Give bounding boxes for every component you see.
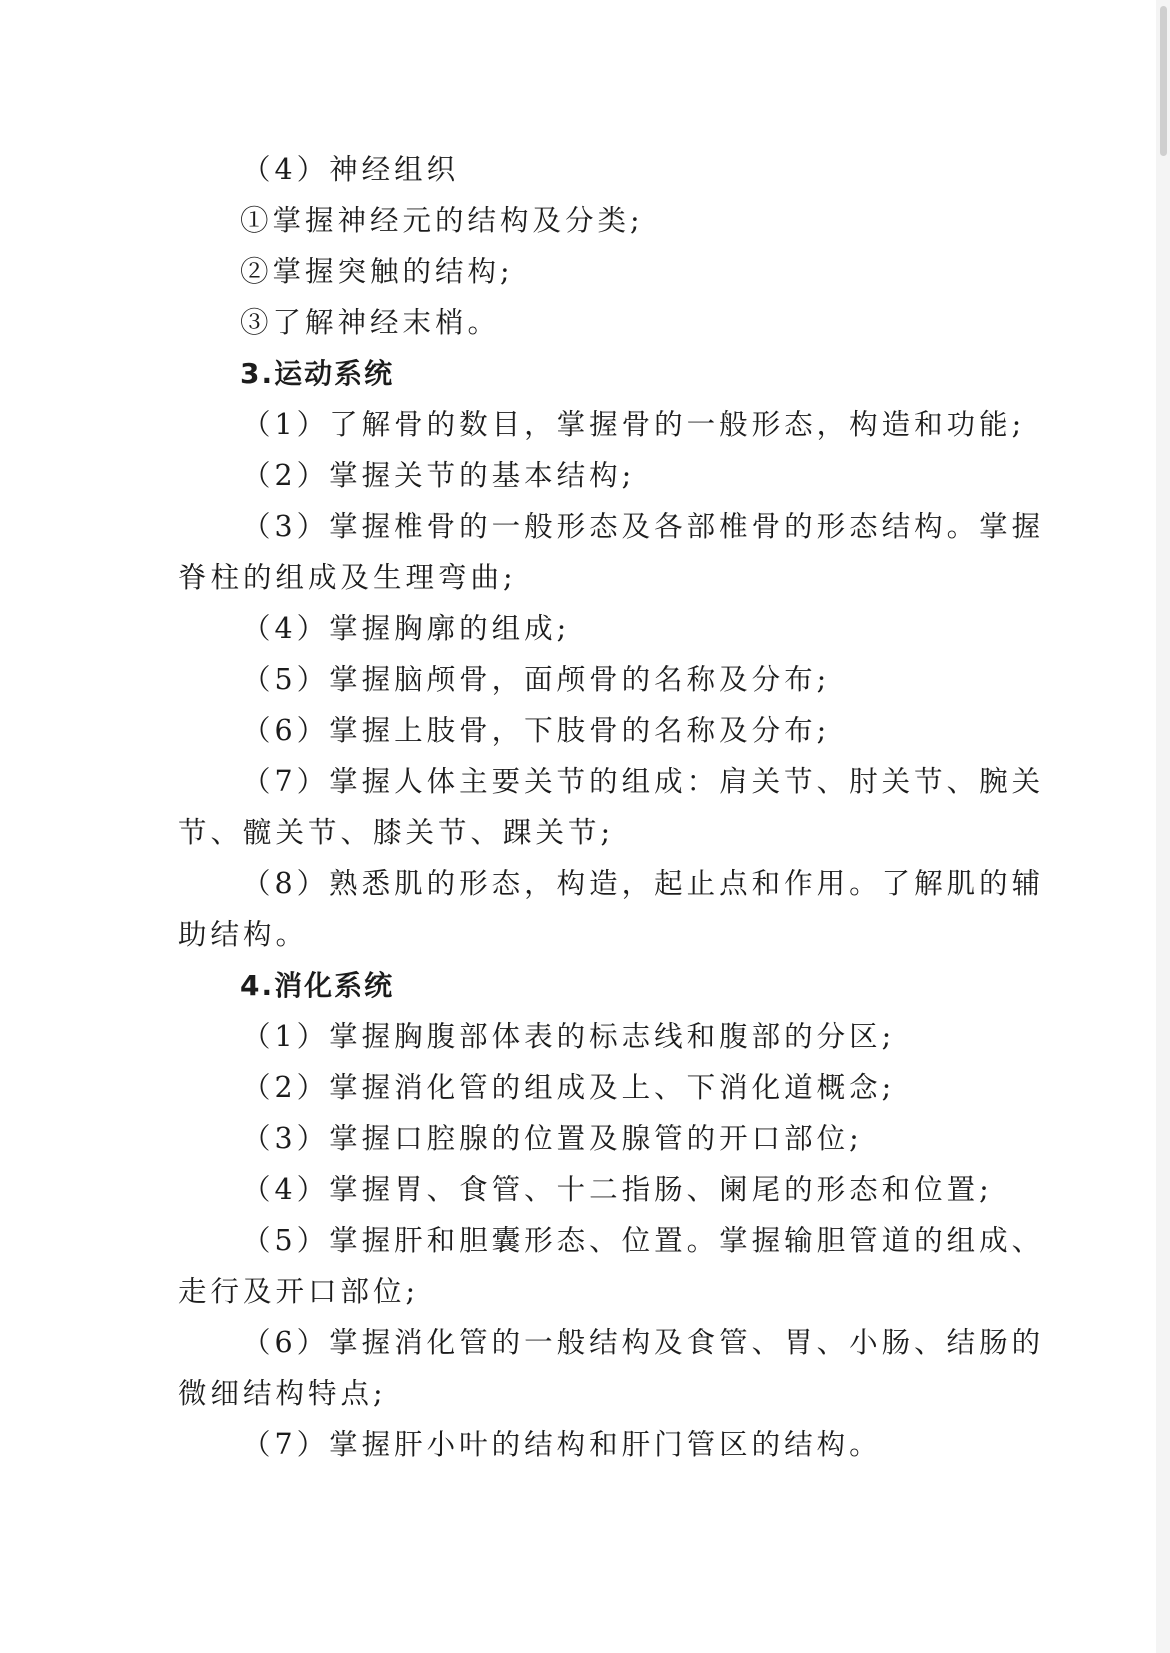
- section-heading-motor-system: 3.运动系统: [240, 357, 395, 390]
- vertical-scrollbar[interactable]: [1156, 0, 1170, 1653]
- list-item: （4）掌握胃、食管、十二指肠、阑尾的形态和位置;: [242, 1173, 993, 1206]
- list-item: ①掌握神经元的结构及分类;: [240, 204, 644, 237]
- list-item: （5）掌握脑颅骨，面颅骨的名称及分布;: [242, 663, 831, 696]
- list-item: （3）掌握口腔腺的位置及腺管的开口部位;: [242, 1122, 863, 1155]
- list-item: （1）了解骨的数目，掌握骨的一般形态，构造和功能;: [242, 408, 1026, 441]
- list-item: （7）掌握肝小叶的结构和肝门管区的结构。: [242, 1428, 882, 1461]
- list-item: ②掌握突触的结构;: [240, 255, 514, 288]
- list-item-continuation: 脊柱的组成及生理弯曲;: [178, 561, 517, 594]
- subsection-heading-nerve-tissue: （4）神经组织: [242, 153, 460, 186]
- scrollbar-thumb[interactable]: [1160, 6, 1167, 156]
- list-item: （4）掌握胸廓的组成;: [242, 612, 571, 645]
- list-item: （2）掌握消化管的组成及上、下消化道概念;: [242, 1071, 896, 1104]
- list-item: （3）掌握椎骨的一般形态及各部椎骨的形态结构。掌握: [242, 510, 1045, 543]
- list-item: （6）掌握消化管的一般结构及食管、胃、小肠、结肠的: [242, 1326, 1045, 1359]
- list-item-continuation: 微细结构特点;: [178, 1377, 387, 1410]
- list-item-continuation: 助结构。: [178, 918, 309, 951]
- list-item: （5）掌握肝和胆囊形态、位置。掌握输胆管道的组成、: [242, 1224, 1045, 1257]
- list-item: ③了解神经末梢。: [240, 306, 501, 339]
- list-item: （2）掌握关节的基本结构;: [242, 459, 636, 492]
- list-item: （1）掌握胸腹部体表的标志线和腹部的分区;: [242, 1020, 896, 1053]
- list-item-continuation: 走行及开口部位;: [178, 1275, 420, 1308]
- section-heading-digestive-system: 4.消化系统: [240, 969, 395, 1002]
- list-item-continuation: 节、髋关节、膝关节、踝关节;: [178, 816, 615, 849]
- list-item: （6）掌握上肢骨，下肢骨的名称及分布;: [242, 714, 831, 747]
- list-item: （8）熟悉肌的形态，构造，起止点和作用。了解肌的辅: [242, 867, 1045, 900]
- list-item: （7）掌握人体主要关节的组成：肩关节、肘关节、腕关: [242, 765, 1045, 798]
- document-body: [178, 144, 1045, 1470]
